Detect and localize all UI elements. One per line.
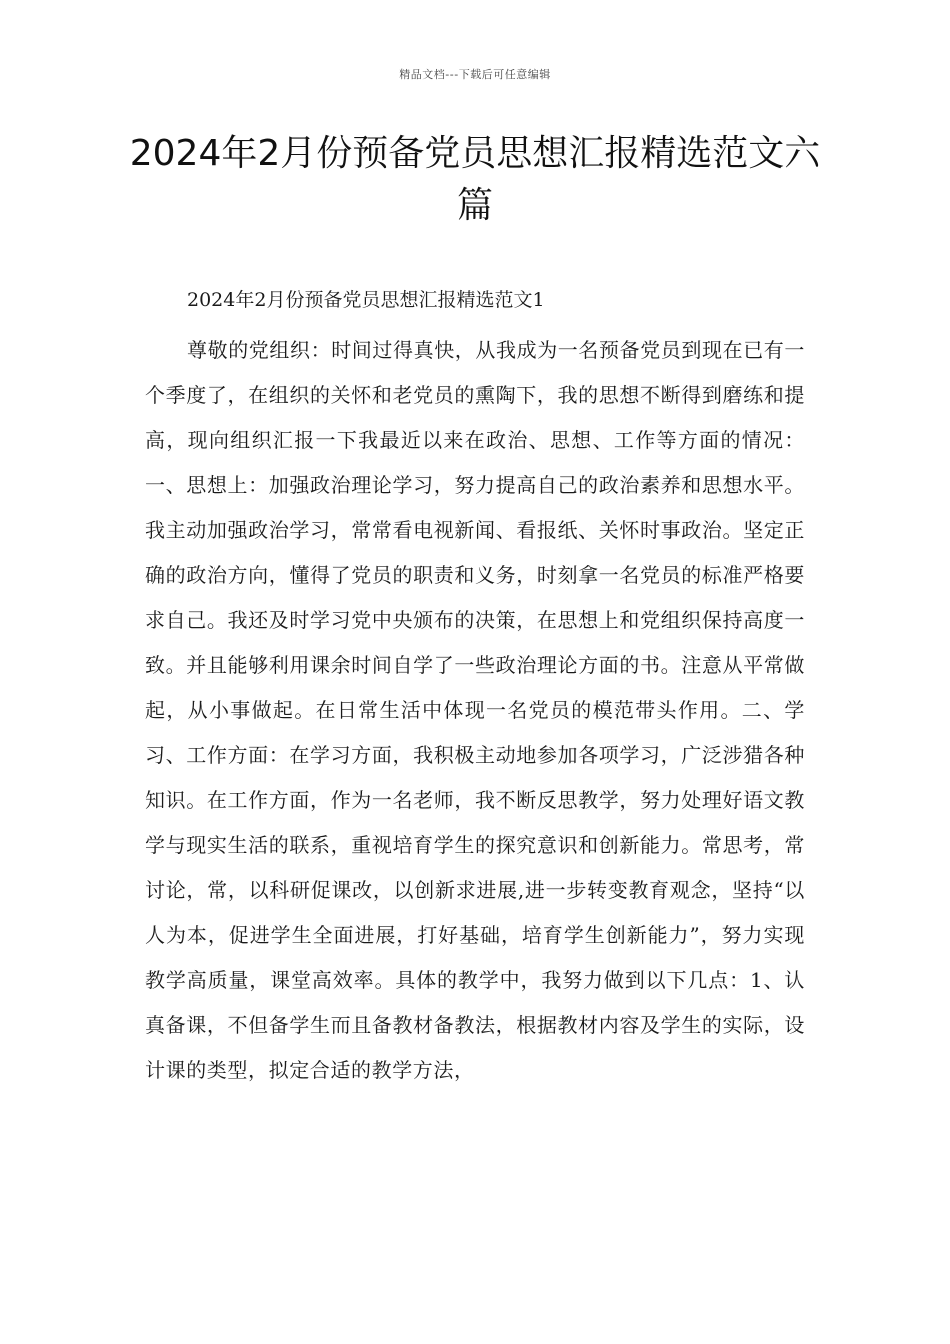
body-paragraph: 尊敬的党组织：时间过得真快，从我成为一名预备党员到现在已有一个季度了，在组织的关怀和老党员的熏陶下，我的思想不断得到磨练和提高，现向组织汇报一下我最近以来在政治、思想、工作等方面的情况：一、思想上：加强政治理论学习，努力提高自己的政治素养和思想水平。我主动加强政治学习，常常看电视新闻、看报纸、关怀时事政治。坚定正确的政治方向，懂得了党员的职责和义务，时刻拿一名党员的标准严格要求自己。我还及时学习党中央颁布的决策，在思想上和党组织保持高度一致。并且能够利用课余时间自学了一些政治理论方面的书。注意从平常做起，从小事做起。在日常生活中体现一名党员的模范带头作用。二、学习、工作方面：在学习方面，我积极主动地参加各项学习，广泛涉猎各种知识。在工作方面，作为一名老师，我不断反思教学，努力处理好语文教学与现实生活的联系，重视培育学生的探究意识和创新能力。常思考，常讨论，常，以科研促课改，以创新求进展,进一步转变教育观念，坚持“以人为本，促进学生全面进展，打好基础，培育学生创新能力”，努力实现教学高质量，课堂高效率。具体的教学中，我努力做到以下几点：1、认真备课，不但备学生而且备教材备教法，根据教材内容及学生的实际，设计课的类型，拟定合适的教学方法， (145, 338, 805, 1082)
section-subtitle: 2024年2月份预备党员思想汇报精选范文1 (187, 289, 545, 311)
header-note: 精品文档---下载后可任意编辑 (399, 68, 551, 81)
document-title: 2024年2月份预备党员思想汇报精选范文六篇 (129, 133, 821, 226)
document-content (145, 280, 805, 1093)
